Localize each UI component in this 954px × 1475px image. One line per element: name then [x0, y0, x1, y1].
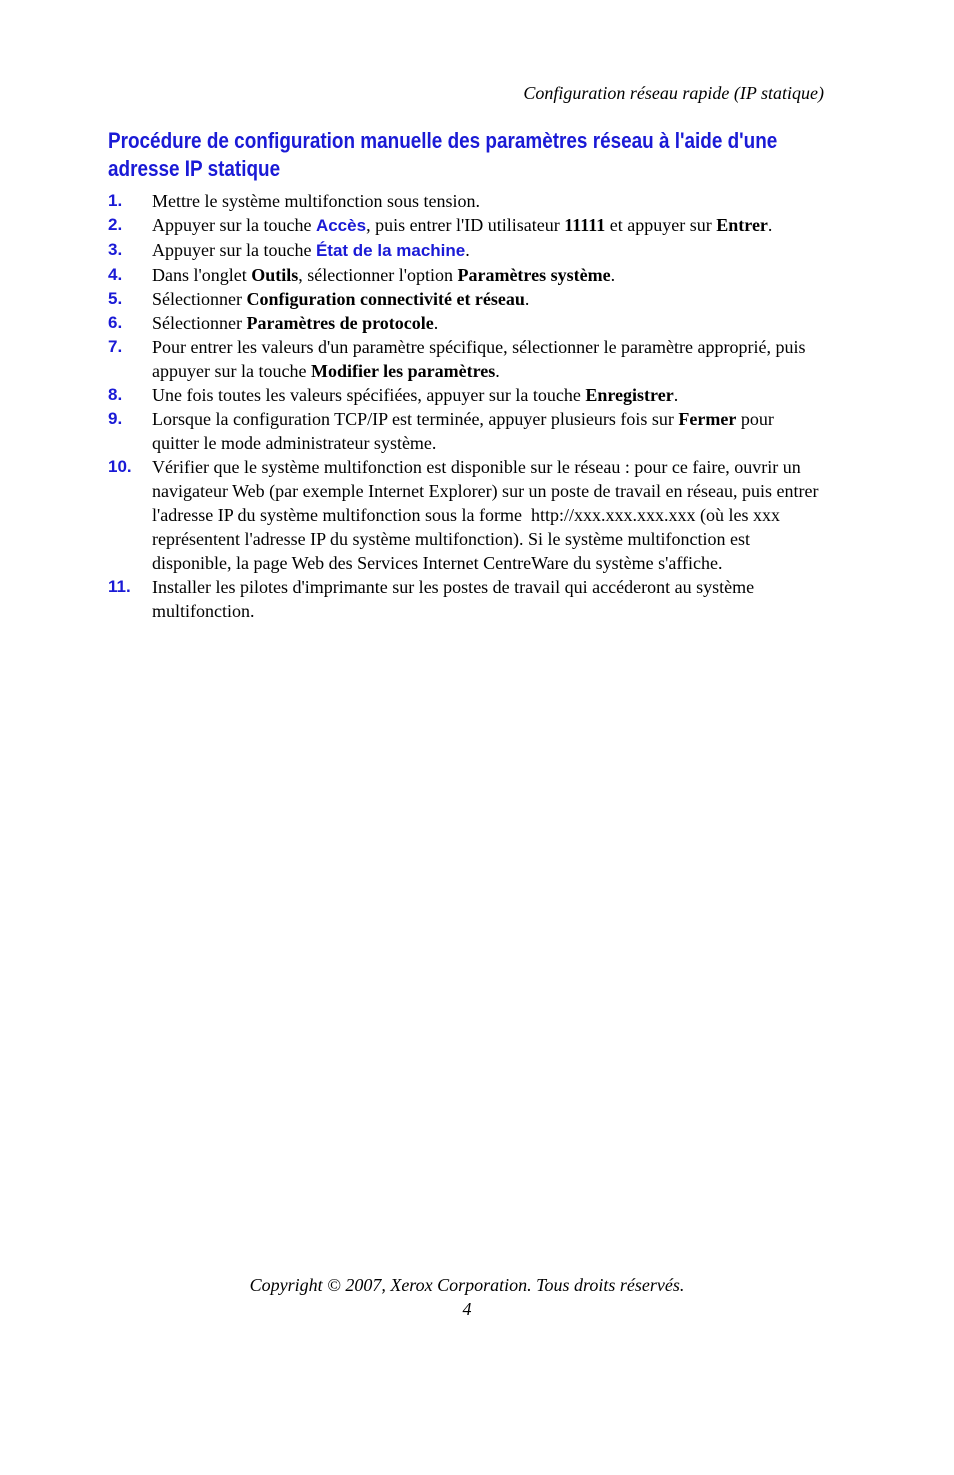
step-2 — [0, 213, 822, 238]
step-number: 3. — [108, 240, 123, 259]
step-number: 6. — [108, 313, 123, 332]
step-number: 8. — [108, 385, 123, 404]
page-number: 4 — [462, 1299, 472, 1319]
key-etat-machine: État de la machine — [315, 241, 466, 260]
step-text: Installer les pilotes d'imprimante sur les postes de travail qui accéderont au système multifonction. — [152, 577, 759, 621]
step-text: Sélectionner — [152, 289, 247, 309]
step-text: . — [610, 265, 616, 285]
user-id: 11111 — [564, 215, 606, 235]
step-number: 1. — [108, 191, 123, 210]
steps-list — [0, 189, 954, 623]
step-7 — [0, 335, 822, 383]
tab-outils: Outils — [251, 265, 299, 285]
step-number: 9. — [108, 409, 123, 428]
step-6 — [0, 311, 822, 335]
step-11 — [0, 575, 822, 623]
step-text: , puis entrer l'ID utilisateur — [366, 215, 565, 235]
step-text: Appuyer sur la touche — [152, 240, 316, 260]
section-title: Procédure de configuration manuelle des paramètres réseau à l'aide d'une adresse IP statique — [108, 128, 778, 181]
step-text: et appuyer sur — [605, 215, 717, 235]
step-3 — [0, 238, 822, 263]
step-8 — [0, 383, 822, 407]
step-text: . — [495, 361, 500, 381]
key-modifier-parametres: Modifier les paramètres — [310, 361, 496, 381]
step-text: Pour entrer les valeurs d'un paramètre spécifique, sélectionner le paramètre approprié, puis appuyer sur la touche — [152, 337, 810, 381]
step-text: Vérifier que le système multifonction est disponible sur le réseau : pour ce faire, ouvrir un navigateur Web (par exemple Internet Explorer) sur un poste de travail en réseau, puis entrer l'adresse IP du système multifonction sous la forme http://xxx.xxx.xxx.xxx (où les xxx représentent l'adresse IP du système multifonction). Si le système multifonction est disponible, la page Web des Services Internet CentreWare du système s'affiche. — [152, 457, 823, 573]
step-text: Sélectionner — [152, 313, 247, 333]
step-text: . — [673, 385, 679, 405]
option-parametres-protocole: Paramètres de protocole — [246, 313, 434, 333]
step-number: 2. — [108, 215, 123, 234]
step-text: . — [465, 240, 470, 260]
key-fermer: Fermer — [678, 409, 737, 429]
step-text: . — [433, 313, 439, 333]
key-entrer: Entrer — [716, 215, 768, 235]
step-text: . — [524, 289, 530, 309]
step-number: 5. — [108, 289, 123, 308]
step-text: Une fois toutes les valeurs spécifiées, appuyer sur la touche — [152, 385, 586, 405]
step-5 — [0, 287, 822, 311]
footer-copyright: Copyright © 2007, Xerox Corporation. Tous droits réservés. — [249, 1275, 685, 1295]
step-10 — [0, 455, 822, 575]
step-number: 7. — [108, 337, 123, 356]
step-text: . — [767, 215, 773, 235]
step-9 — [0, 407, 822, 455]
key-enregistrer: Enregistrer — [585, 385, 674, 405]
key-acces: Accès — [315, 216, 367, 235]
step-number: 11. — [108, 577, 131, 596]
option-configuration-connectivite: Configuration connectivité et réseau — [246, 289, 525, 309]
step-text: Appuyer sur la touche — [152, 215, 316, 235]
option-parametres-systeme: Paramètres système — [457, 265, 611, 285]
step-text: Mettre le système multifonction sous tension. — [152, 191, 480, 211]
step-text: , sélectionner l'option — [298, 265, 458, 285]
running-header: Configuration réseau rapide (IP statique) — [523, 83, 824, 103]
step-text: Dans l'onglet — [152, 265, 252, 285]
step-number: 10. — [108, 457, 132, 476]
step-number: 4. — [108, 265, 123, 284]
step-text: pour quitter le mode administrateur système. — [152, 409, 779, 453]
step-text: Lorsque la configuration TCP/IP est terminée, appuyer plusieurs fois sur — [152, 409, 679, 429]
step-1 — [0, 189, 822, 213]
step-4 — [0, 263, 822, 287]
